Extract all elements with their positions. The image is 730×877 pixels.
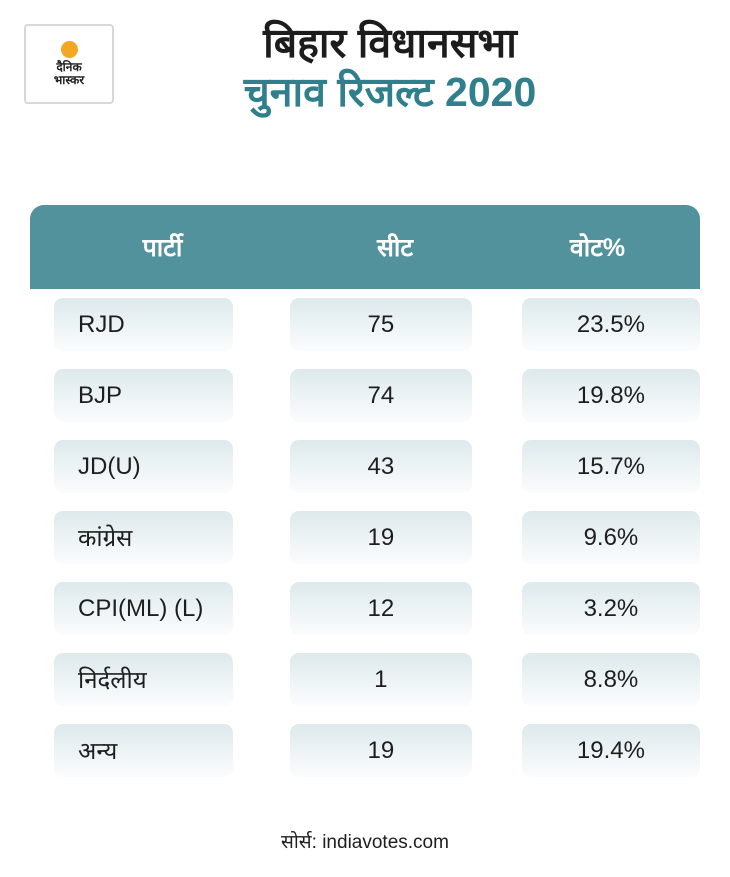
cell-vote: 19.4% — [522, 724, 700, 777]
sun-icon — [61, 41, 78, 58]
table-row — [30, 431, 700, 502]
table-row — [30, 715, 700, 786]
table-row — [30, 502, 700, 573]
cell-party: अन्य — [54, 724, 233, 777]
table-row — [30, 573, 700, 644]
cell-party: JD(U) — [54, 440, 233, 493]
title-line-1: बिहार विधानसभा — [263, 20, 517, 66]
cell-seats: 43 — [290, 440, 472, 493]
header — [0, 0, 730, 119]
column-header-vote: वोट% — [569, 234, 626, 262]
cell-party: कांग्रेस — [54, 511, 233, 564]
cell-party: CPI(ML) (L) — [54, 582, 233, 635]
cell-party: BJP — [54, 369, 233, 422]
cell-vote: 15.7% — [522, 440, 700, 493]
column-header-seats: सीट — [377, 234, 413, 262]
brand-logo — [24, 24, 114, 104]
cell-seats: 74 — [290, 369, 472, 422]
table-row — [30, 644, 700, 715]
cell-vote: 3.2% — [522, 582, 700, 635]
table-row — [30, 289, 700, 360]
cell-seats: 19 — [290, 511, 472, 564]
cell-vote: 23.5% — [522, 298, 700, 351]
table-header-row — [30, 205, 700, 289]
cell-vote: 8.8% — [522, 653, 700, 706]
cell-seats: 1 — [290, 653, 472, 706]
brand-logo-line2: भास्कर — [53, 73, 85, 87]
table-row — [30, 360, 700, 431]
cell-vote: 19.8% — [522, 369, 700, 422]
cell-seats: 75 — [290, 298, 472, 351]
results-table — [30, 205, 700, 786]
cell-vote: 9.6% — [522, 511, 700, 564]
cell-party: RJD — [54, 298, 233, 351]
title-line-2: चुनाव रिजल्ट 2020 — [243, 69, 537, 116]
cell-seats: 12 — [290, 582, 472, 635]
page-title — [114, 18, 706, 119]
brand-logo-line1: दैनिक — [56, 60, 82, 75]
cell-seats: 19 — [290, 724, 472, 777]
source-label: सोर्स: indiavotes.com — [281, 832, 449, 853]
cell-party: निर्दलीय — [54, 653, 233, 706]
column-header-party: पार्टी — [142, 234, 183, 262]
